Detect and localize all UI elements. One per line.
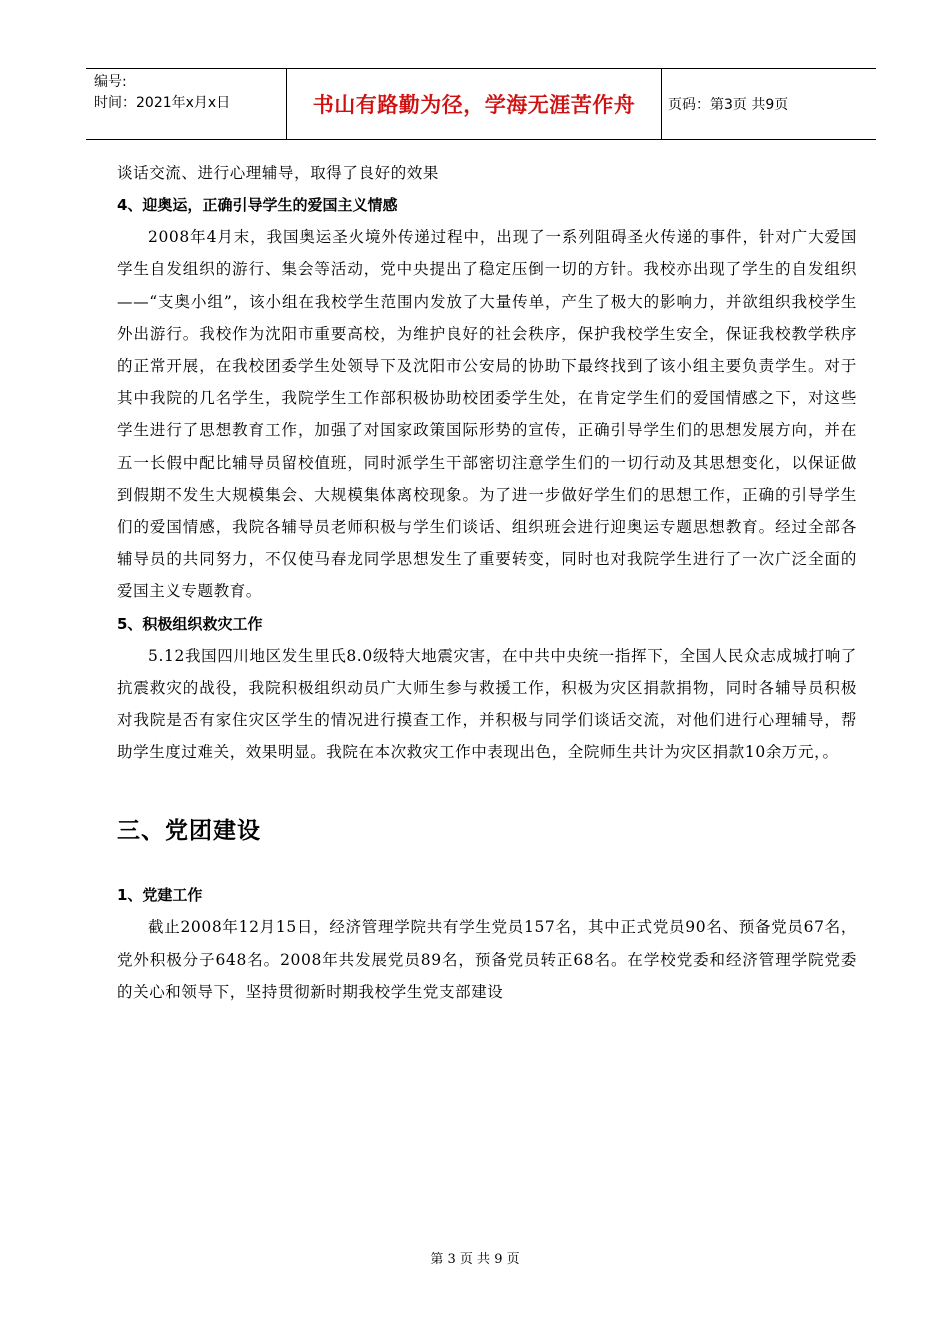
subheading-4: 4、迎奥运，正确引导学生的爱国主义情感	[117, 196, 398, 215]
header-motto: 书山有路勤为径，学海无涯苦作舟	[312, 93, 636, 117]
section-heading-3: 三、党团建设	[117, 818, 261, 845]
subheading-5: 5、积极组织救灾工作	[117, 614, 263, 633]
header-page-info: 页码：第3页 共9页	[668, 97, 789, 113]
paragraph-4: 2008年4月末，我国奥运圣火境外传递过程中，出现了一系列阻碍圣火传递的事件，针对广大爱国学生自发组织的游行、集会等活动，党中央提出了稳定压倒一切的方针。我校亦出现了学生的自发组织——“支奥小组”，该小组在我校学生范围内发放了大量传单，产生了极大的影响力，并欲组织我校学生外出游行。我校作为沈阳市重要高校，为维护良好的社会秩序，保护我校学生安全，保证我校教学秩序的正常开展，在我校团委学生处领导下及沈阳市公安局的协助下最终找到了该小组主要负责学生。对于其中我院的几名学生，我院学生工作部积极协助校团委学生处，在肯定学生们的爱国情感之下，对这些学生进行了思想教育工作，加强了对国家政策国际形势的宣传，正确引导学生们的思想发展方向，并在五一长假中配比辅导员留校值班，同时派学生干部密切注意学生们的一切行动及其思想变化，以保证做到假期不发生大规模集会、大规模集体离校现象。为了进一步做好学生们的思想工作，正确的引导学生们的爱国情感，我院各辅导员老师积极与学生们谈话、组织班会进行迎奥运专题思想教育。经过全部各辅导员的共同努力，不仅使马春龙同学思想发生了重要转变，同时也对我院学生进行了一次广泛全面的爱国主义专题教育。	[117, 228, 857, 601]
document-code-label: 编号:	[94, 74, 127, 90]
continued-paragraph: 谈话交流、进行心理辅导，取得了良好的效果	[117, 164, 440, 182]
page-footer: 第 3 页 共 9 页	[430, 1252, 520, 1267]
page-header	[86, 68, 876, 140]
subheading-3-1: 1、党建工作	[117, 886, 203, 905]
header-motto-cell	[286, 69, 662, 139]
document-time-label: 时间：2021年x月x日	[94, 95, 231, 111]
document-body	[117, 157, 857, 1008]
header-meta	[86, 69, 286, 139]
paragraph-3-1: 截止2008年12月15日，经济管理学院共有学生党员157名，其中正式党员90名、预备党员67名，党外积极分子648名。2008年共发展党员89名，预备党员转正68名。在学校党委和经济管理学院党委的关心和领导下，坚持贯彻新时期我校学生党支部建设	[117, 918, 857, 1001]
paragraph-5: 5.12我国四川地区发生里氏8.0级特大地震灾害，在中共中央统一指挥下，全国人民众志成城打响了抗震救灾的战役，我院积极组织动员广大师生参与救援工作，积极为灾区捐款捐物，同时各辅导员积极对我院是否有家住灾区学生的情况进行摸查工作，并积极与同学们谈话交流，对他们进行心理辅导，帮助学生度过难关，效果明显。我院在本次救灾工作中表现出色，全院师生共计为灾区捐款10余万元，。	[117, 646, 857, 762]
